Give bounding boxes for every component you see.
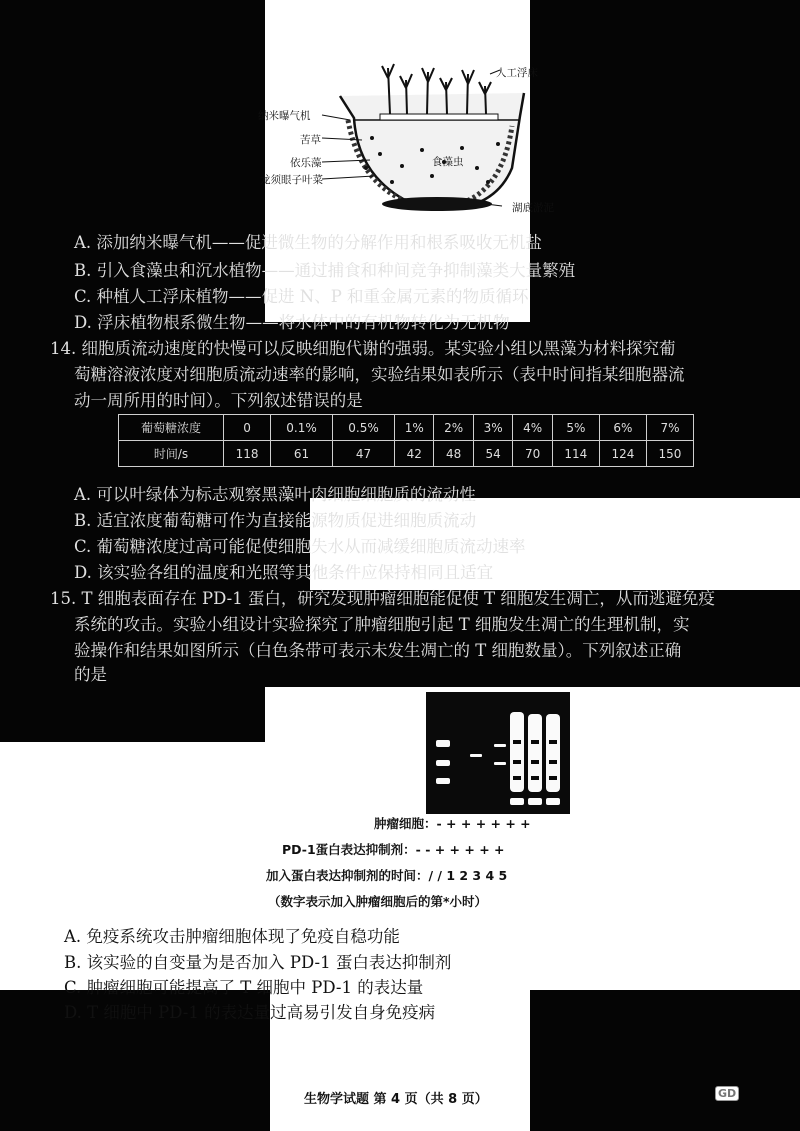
q14-option-b: B. 适宜浓度葡萄糖可作为直接能源物质促进细胞质流动 [74, 511, 477, 530]
label-bitter-grass: 苦草 [300, 134, 321, 146]
label-algae-insect: 食藻虫 [432, 156, 464, 168]
table-cell: 5% [552, 415, 599, 441]
table-row-time [119, 441, 694, 467]
table-cell: 54 [473, 441, 512, 467]
q15-stem-line-3: 验操作和结果如图所示（白色条带可表示未发生凋亡的 T 细胞数量）。下列叙述正确 [74, 641, 682, 660]
q13-option-c: C. 种植人工浮床植物——促进 N、P 和重金属元素的物质循环 [74, 287, 529, 306]
gel-row-inhibitor: PD-1蛋白表达抑制剂：- - + + + + + [282, 842, 505, 857]
q15-stem-line-4: 的是 [74, 665, 107, 684]
table-cell: 70 [513, 441, 552, 467]
table-cell: 61 [271, 441, 333, 467]
table-cell: 0 [224, 415, 271, 441]
table-header-concentration: 葡萄糖浓度 [119, 415, 224, 441]
q15-stem-line-1: 15. T 细胞表面存在 PD-1 蛋白，研究发现肿瘤细胞能促使 T 细胞发生凋亡，从而逃避免疫 [50, 589, 715, 608]
table-cell: 7% [646, 415, 693, 441]
table-cell: 118 [224, 441, 271, 467]
q15-option-a: A. 免疫系统攻击肿瘤细胞体现了免疫自稳功能 [64, 927, 400, 946]
table-cell: 48 [434, 441, 473, 467]
table-cell: 150 [646, 441, 693, 467]
table-cell: 0.1% [271, 415, 333, 441]
table-cell: 2% [434, 415, 473, 441]
q14-option-c: C. 葡萄糖浓度过高可能促使细胞失水从而减缓细胞质流动速率 [74, 537, 526, 556]
label-aerator: 纳米曝气机 [258, 110, 311, 122]
table-cell: 1% [395, 415, 434, 441]
gd-badge: GD [715, 1086, 739, 1101]
table-cell: 0.5% [333, 415, 395, 441]
table-row-concentration [119, 415, 694, 441]
table-cell: 4% [513, 415, 552, 441]
table-cell: 6% [599, 415, 646, 441]
table-cell: 47 [333, 441, 395, 467]
q15-option-c: C. 肿瘤细胞可能提高了 T 细胞中 PD-1 的表达量 [64, 978, 424, 997]
table-cell: 124 [599, 441, 646, 467]
gel-electrophoresis-image [426, 692, 570, 814]
table-cell: 114 [552, 441, 599, 467]
label-elodea: 依乐藻 [290, 157, 322, 169]
q14-data-table [118, 414, 694, 467]
q15-option-d: D. T 细胞中 PD-1 的表达量过高易引发自身免疫病 [64, 1003, 436, 1022]
label-water-lettuce: 龙须眼子叶菜 [260, 174, 323, 186]
label-floating-bed: 人工浮床 [496, 67, 538, 79]
dark-block-bottom-right [530, 990, 800, 1131]
q14-option-d: D. 该实验各组的温度和光照等其他条件应保持相同且适宜 [74, 563, 494, 582]
table-header-time: 时间/s [119, 441, 224, 467]
table-cell: 3% [473, 415, 512, 441]
q15-stem-line-2: 系统的攻击。实验小组设计实验探究了肿瘤细胞引起 T 细胞发生凋亡的生理机制，实 [74, 615, 690, 634]
table-cell: 42 [395, 441, 434, 467]
q15-option-b: B. 该实验的自变量为是否加入 PD-1 蛋白表达抑制剂 [64, 953, 452, 972]
q13-option-a: A. 添加纳米曝气机——促进微生物的分解作用和根系吸收无机盐 [74, 233, 542, 252]
q14-option-a: A. 可以叶绿体为标志观察黑藻叶肉细胞细胞质的流动性 [74, 485, 476, 504]
q14-stem-line-2: 萄糖溶液浓度对细胞质流动速率的影响，实验结果如表所示（表中时间指某细胞器流 [74, 365, 685, 384]
gel-bands [426, 692, 570, 814]
page-footer: 生物学试题 第 4 页（共 8 页） [300, 1088, 492, 1107]
gel-note: （数字表示加入肿瘤细胞后的第*小时） [268, 894, 488, 909]
q14-stem-line-1: 14. 细胞质流动速度的快慢可以反映细胞代谢的强弱。某实验小组以黑藻为材料探究葡 [50, 339, 676, 358]
label-sediment: 湖底淤泥 [512, 202, 554, 214]
q13-option-d: D. 浮床植物根系微生物——将水体中的有机物转化为无机物 [74, 313, 510, 332]
q13-option-b: B. 引入食藻虫和沉水植物——通过捕食和种间竞争抑制藻类大量繁殖 [74, 261, 576, 280]
gel-row-time: 加入蛋白表达抑制剂的时间：/ / 1 2 3 4 5 [266, 868, 508, 883]
q14-stem-line-3: 动一周所用的时间）。下列叙述错误的是 [74, 391, 363, 410]
gel-row-tumor-cells: 肿瘤细胞：- + + + + + + [374, 816, 531, 831]
